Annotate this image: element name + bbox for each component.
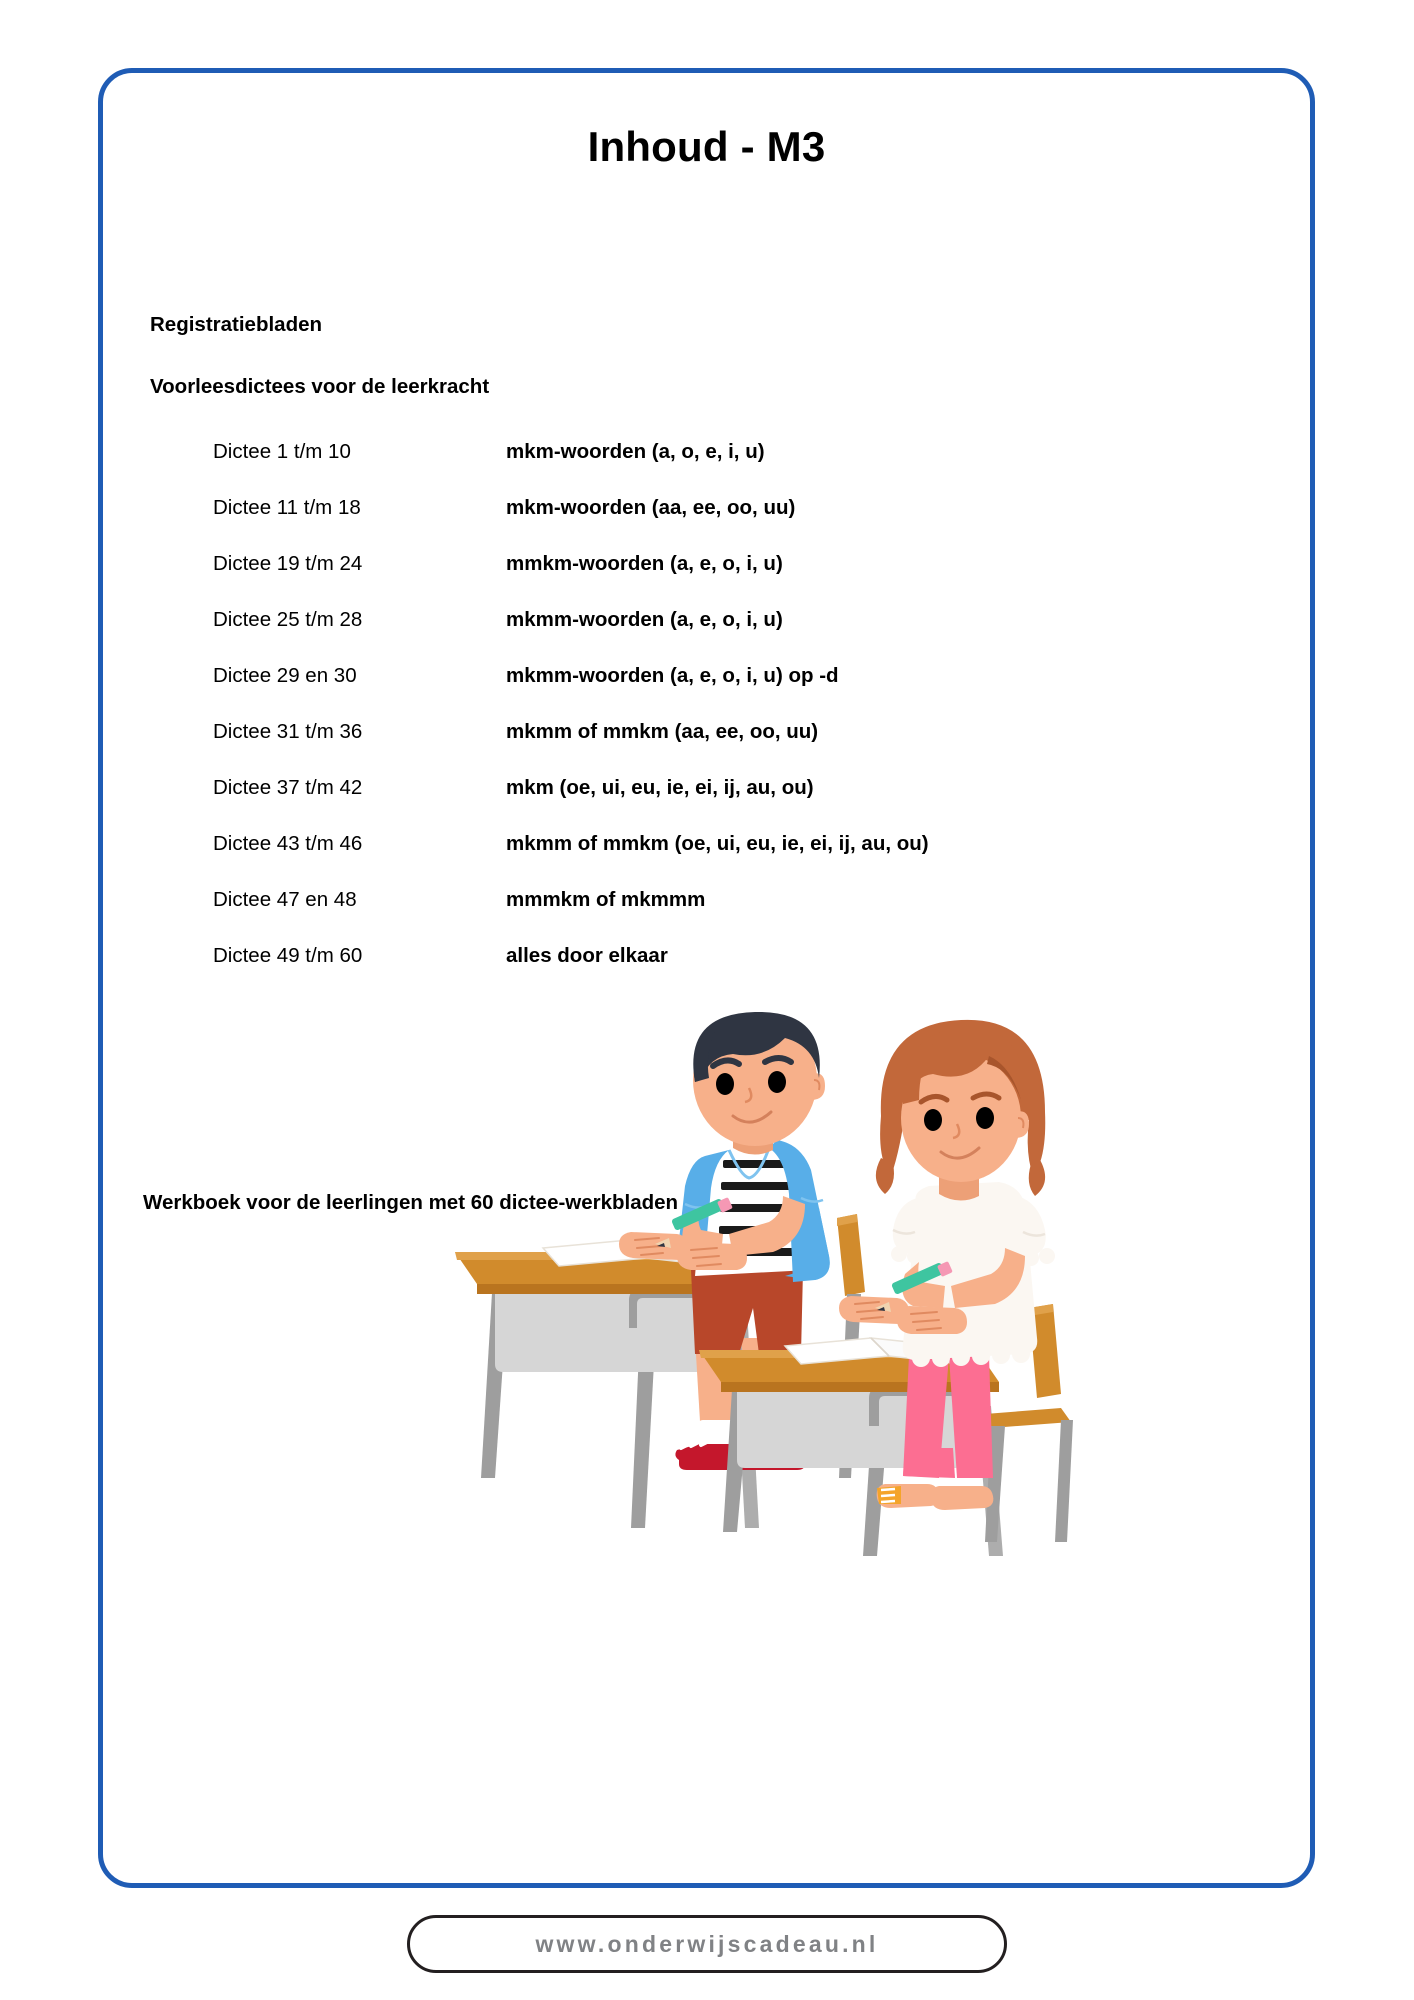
dictee-description: alles door elkaar xyxy=(506,944,668,967)
dictee-description: mkm (oe, ui, eu, ie, ei, ij, au, ou) xyxy=(506,776,814,799)
dictee-range-label: Dictee 19 t/m 24 xyxy=(213,552,363,575)
dictee-description: mkm-woorden (aa, ee, oo, uu) xyxy=(506,496,796,519)
list-item xyxy=(103,552,1310,608)
dictee-description: mkmm-woorden (a, e, o, i, u) xyxy=(506,608,783,631)
list-item xyxy=(103,608,1310,664)
dictee-range-label: Dictee 25 t/m 28 xyxy=(213,608,363,631)
section-heading-voorleesdictees: Voorleesdictees voor de leerkracht xyxy=(150,375,490,398)
classroom-illustration-svg xyxy=(433,1008,1073,1568)
dictee-range-label: Dictee 47 en 48 xyxy=(213,888,357,911)
list-item xyxy=(103,776,1310,832)
dictee-range-label: Dictee 11 t/m 18 xyxy=(213,496,361,519)
dictee-description: mmmkm of mkmmm xyxy=(506,888,706,911)
list-item xyxy=(103,888,1310,944)
dictee-list xyxy=(103,440,1310,1000)
section-heading-registratiebladen: Registratiebladen xyxy=(150,313,323,336)
dictee-range-label: Dictee 43 t/m 46 xyxy=(213,832,363,855)
footer-url-pill[interactable] xyxy=(407,1915,1007,1973)
classroom-illustration xyxy=(433,1008,1073,1568)
dictee-range-label: Dictee 31 t/m 36 xyxy=(213,720,363,743)
list-item xyxy=(103,944,1310,1000)
list-item xyxy=(103,440,1310,496)
dictee-description: mkm-woorden (a, o, e, i, u) xyxy=(506,440,765,463)
dictee-range-label: Dictee 1 t/m 10 xyxy=(213,440,351,463)
dictee-description: mkmm of mmkm (aa, ee, oo, uu) xyxy=(506,720,819,743)
section-heading-werkboek: Werkboek voor de leerlingen met 60 dictee-werkbladen xyxy=(143,1191,679,1214)
dictee-range-label: Dictee 29 en 30 xyxy=(213,664,357,687)
dictee-range-label: Dictee 37 t/m 42 xyxy=(213,776,363,799)
dictee-range-label: Dictee 49 t/m 60 xyxy=(213,944,363,967)
page-title: Inhoud - M3 xyxy=(587,123,826,170)
dictee-description: mkmm-woorden (a, e, o, i, u) op -d xyxy=(506,664,839,687)
footer-url-text: www.onderwijscadeau.nl xyxy=(535,1930,879,1957)
list-item xyxy=(103,664,1310,720)
dictee-description: mmkm-woorden (a, e, o, i, u) xyxy=(506,552,783,575)
list-item xyxy=(103,832,1310,888)
list-item xyxy=(103,720,1310,776)
page-card xyxy=(98,68,1315,1888)
dictee-description: mkmm of mmkm (oe, ui, eu, ie, ei, ij, au, ou) xyxy=(506,832,929,855)
list-item xyxy=(103,496,1310,552)
